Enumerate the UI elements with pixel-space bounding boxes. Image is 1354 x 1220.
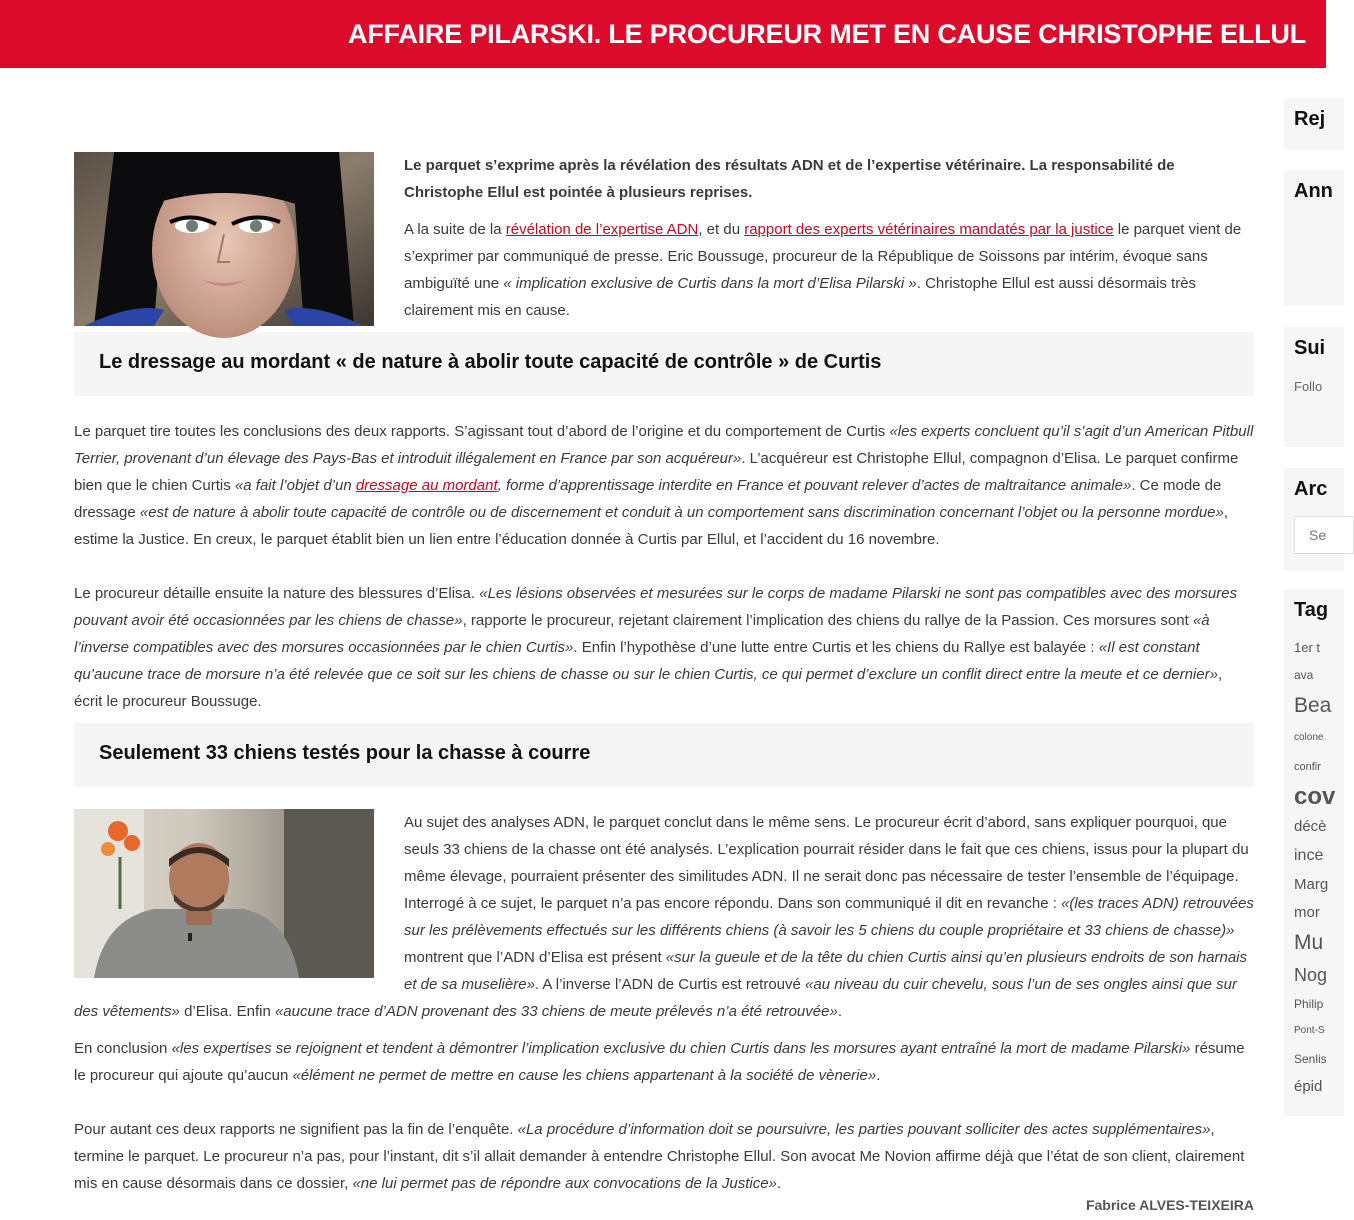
sidebar-widget-tags: [1284, 589, 1344, 1116]
article-paragraph-1: Le parquet tire toutes les conclusions des deux rapports. S’agissant tout d’abord de l’origine et du comportement de Curtis «les experts concluent qu’il s’agit d’un American Pitbull Terrier, provenant d’un élevage des Pays-Bas et introduit illégalement en France par son acquéreur». L’acquéreur est Christophe Ellul, compagnon d’Elisa. Le parquet confirme bien que le chien Curtis «a fait l’objet d’un dressage au mordant, forme d’apprentissage interdite en France et pouvant relever d’actes de maltraitance animale». Ce mode de dressage «est de nature à abolir toute capacité de contrôle ou de discernement et conduit à un comportement sans discrimination concernant l’objet ou la personne mordue», estime la Justice. En creux, le parquet établit bien un lien entre l’éducation donnée à Curtis par Ellul, et l’accident du 16 novembre.: [74, 423, 1254, 548]
tag-cloud: [1294, 635, 1344, 1101]
widget-title-announcement: Ann: [1294, 180, 1333, 202]
tag-link[interactable]: Mu: [1294, 931, 1324, 954]
link-revelation-adn[interactable]: révélation de l’expertise ADN: [505, 221, 699, 238]
tag-link[interactable]: Pont-S: [1294, 1025, 1325, 1036]
follow-link[interactable]: Follo: [1294, 379, 1323, 394]
section-heading-chiens: [74, 723, 1254, 787]
tag-link[interactable]: Senlis: [1294, 1052, 1327, 1066]
article-paragraph-5: Pour autant ces deux rapports ne signifient pas la fin de l’enquête. «La procédure d’information doit se poursuivre, les parties pouvant solliciter des actes supplémentaires», termine le parquet. Le procureur n’a pas, pour l’instant, dit s’il allait demander à entendre Christophe Ellul. Son avocat Me Novion affirme déjà que l’état de son client, clairement mis en cause désormais dans ce dossier, «ne lui permet pas de répondre aux convocations de la Justice».: [74, 1121, 1245, 1192]
tag-link[interactable]: Nog: [1294, 965, 1328, 985]
article-photo-elisa: [74, 152, 374, 326]
article-lead: Le parquet s’exprime après la révélation des résultats ADN et de l’expertise vétérinaire. La responsabilité de Christophe Ellul est pointée à plusieurs reprises.: [404, 157, 1175, 201]
link-dressage-mordant[interactable]: dressage au mordant: [355, 477, 498, 494]
widget-title-archives: Arc: [1294, 478, 1328, 500]
sidebar-widget-join: [1284, 98, 1344, 150]
tag-link[interactable]: Philip: [1294, 997, 1324, 1011]
article-paragraph-3: Au sujet des analyses ADN, le parquet conclut dans le même sens. Le procureur écrit d’abord, sans expliquer pourquoi, que seuls 33 chiens de la chasse ont été analysés. L’explication pourrait résider dans le fait que ces chiens, issus pour la plupart du même élevage, pourraient présenter des similitudes ADN. Il ne serait donc pas nécessaire de tester l’ensemble de l’équipage. Interrogé à ce sujet, le parquet n’a pas encore répondu. Dans son communiqué il dit en revanche : «(les traces ADN) retrouvées sur les prélèvements effectués sur les différents chiens (à savoir les 5 chiens du couple propriétaire et 33 chiens de chasse)» montrent que l’ADN d’Elisa est présent «sur la gueule et de la tête du chien Curtis ainsi qu’en plusieurs endroits de son harnais et de sa muselière». A l’inverse l’ADN de Curtis est retrouvé «au niveau du cuir chevelu, sous l’un de ses ongles ainsi que sur des vêtements» d’Elisa. Enfin «aucune trace d’ADN provenant des 33 chiens de meute prélevés n’a été retrouvée».: [74, 814, 1254, 1020]
section-heading-dressage: [74, 332, 1254, 396]
tag-link[interactable]: cov: [1294, 783, 1336, 810]
tag-link[interactable]: Marg: [1294, 876, 1329, 893]
sidebar-widget-archives: [1284, 468, 1344, 571]
article-paragraph-4: En conclusion «les expertises se rejoignent et tendent à démontrer l’implication exclusive du chien Curtis dans les morsures ayant entraîné la mort de madame Pilarski» résume le procureur qui ajoute qu’aucun «élément ne permet de mettre en cause les chiens appartenant à la société de vènerie».: [74, 1040, 1245, 1084]
tag-link[interactable]: Bea: [1294, 694, 1332, 717]
section-title-dressage: Le dressage au mordant « de nature à abolir toute capacité de contrôle » de Curtis: [99, 351, 882, 373]
link-rapport-veterinaires[interactable]: rapport des experts vétérinaires mandatés par la justice: [744, 221, 1114, 238]
article-paragraph-2: Le procureur détaille ensuite la nature des blessures d’Elisa. «Les lésions observées et mesurées sur le corps de madame Pilarski ne sont pas compatibles avec des morsures pouvant avoir été occasionnées par les chiens de chasse», rapporte le procureur, rejetant clairement l’implication des chiens du rallye de la Passion. Ces morsures sont «à l’inverse compatibles avec des morsures occasionnées par le chien Curtis». Enfin l’hypothèse d’une lutte entre Curtis et les chiens du Rallye est balayée : «Il est constant qu’aucune trace de morsure n’a été relevée que ce soit sur les chiens de chasse ou sur le chien Curtis, ce qui permet d’exclure un conflit direct entre la meute et ce dernier», écrit le procureur Boussuge.: [74, 585, 1238, 710]
section-title-chiens: Seulement 33 chiens testés pour la chasse à courre: [99, 742, 591, 764]
page-title: AFFAIRE PILARSKI. LE PROCUREUR MET EN CAUSE CHRISTOPHE ELLUL: [347, 19, 1306, 49]
widget-title-tags: Tag: [1294, 599, 1329, 621]
article-author: Fabrice ALVES-TEIXEIRA: [1085, 1197, 1254, 1213]
tag-link[interactable]: colone: [1294, 732, 1324, 743]
tag-link[interactable]: décè: [1294, 818, 1327, 835]
article-photo-ellul: [74, 809, 374, 978]
tag-link[interactable]: mor: [1294, 904, 1320, 921]
tag-link[interactable]: confir: [1294, 761, 1321, 773]
header-bar: [0, 0, 1326, 68]
tag-link[interactable]: épid: [1294, 1078, 1323, 1095]
article-body: [74, 152, 1254, 1197]
sidebar-widget-follow: [1284, 327, 1344, 447]
article-intro: A la suite de la révélation de l’expertise ADN, et du rapport des experts vétérinaires mandatés par la justice le parquet vient de s’exprimer par communiqué de presse. Eric Boussuge, procureur de la République de Soissons par intérim, évoque sans ambiguïté une « implication exclusive de Curtis dans la mort d’Elisa Pilarski ». Christophe Ellul est aussi désormais très clairement mis en cause.: [404, 221, 1242, 319]
tag-link[interactable]: ince: [1294, 847, 1324, 864]
archives-select[interactable]: Se: [1294, 516, 1354, 554]
widget-title-follow: Sui: [1294, 337, 1326, 359]
sidebar-widget-announcement: [1284, 170, 1344, 306]
tag-link[interactable]: ava: [1294, 668, 1314, 682]
widget-title-join: Rej: [1294, 108, 1326, 130]
tag-link[interactable]: 1er t: [1294, 640, 1321, 655]
